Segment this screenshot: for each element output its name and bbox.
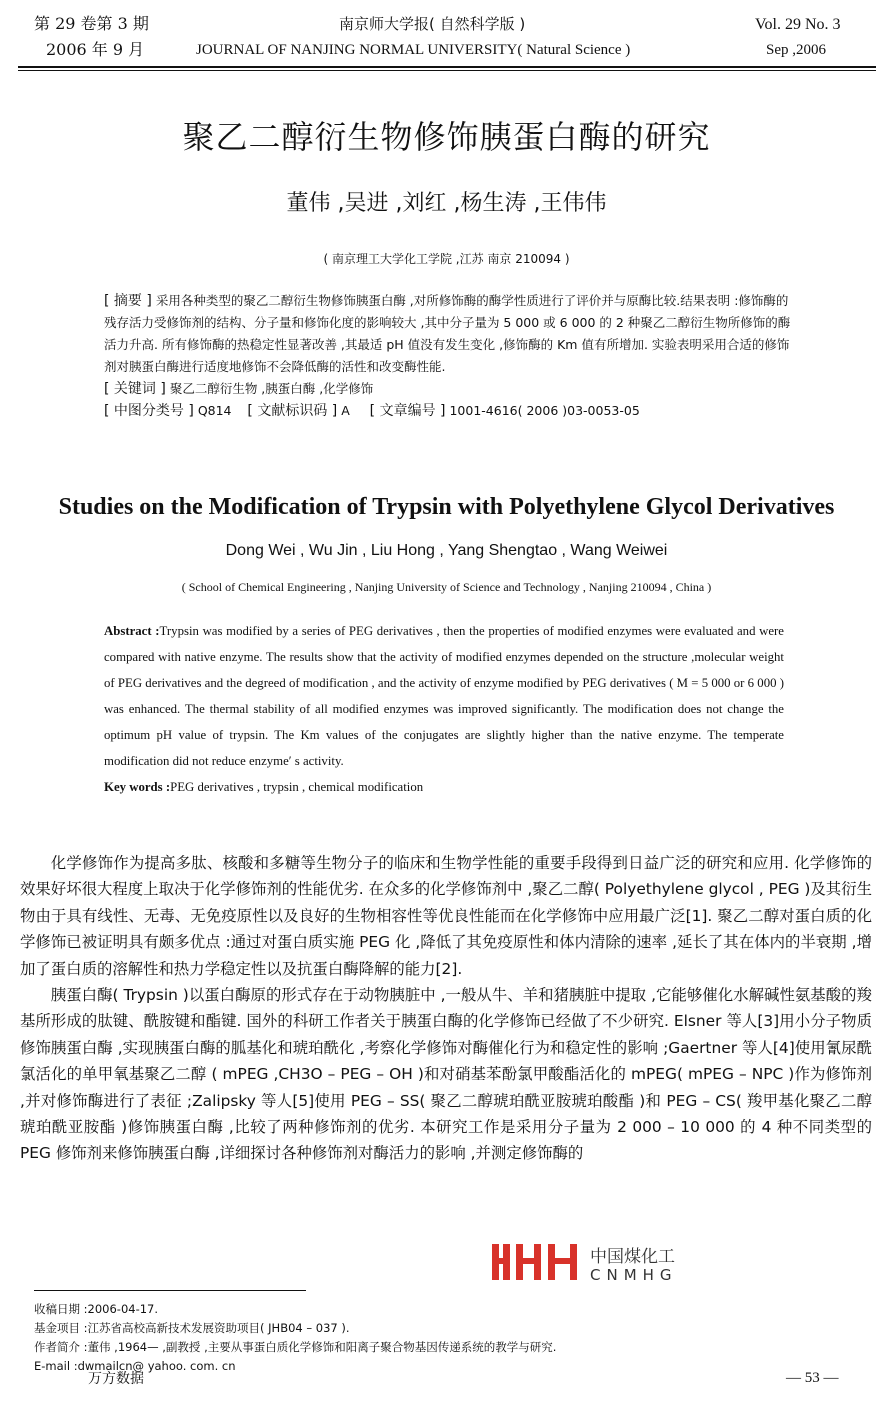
date-cn: 2006 年 9 月: [46, 40, 145, 59]
affiliation-cn: ( 南京理工大学化工学院 ,江苏 南京 210094 ): [323, 252, 570, 266]
volume-issue-cn: 第 29 卷第 3 期: [34, 14, 149, 33]
body-text: [20, 850, 872, 1167]
article-no-label: [ 文章编号 ]: [369, 403, 446, 419]
footnote-received: 收稿日期 :2006-04-17.: [34, 1302, 159, 1316]
title-cn: 聚乙二醇衍生物修饰胰蛋白酶的研究: [182, 118, 711, 156]
watermark-name-cn: 中国煤化工: [590, 1247, 675, 1267]
title-en: Studies on the Modification of Trypsin with Polyethylene Glycol Derivatives: [58, 494, 835, 520]
abstract-cn-label: [ 摘要 ]: [104, 293, 152, 309]
header-rule-thin: [18, 70, 876, 71]
footnote-rule: [34, 1290, 306, 1291]
abstract-en-body: Trypsin was modified by a series of PEG derivatives , then the properties of modified enzymes were evaluated and were compared with native enzyme. The results show that the activity of modified enzymes depended on the structure ,molecular weight of PEG derivatives and the degreed of modification , and the activity of enzyme modified by PEG derivatives ( M = 5 000 or 6 000 ) was enhanced. The thermal stability of all modified enzymes was improved significantly. The modification does not change the optimum pH value of trypsin. The Km values of the conjugates are slightly higher than the native enzyme. The temperate modification did not reduce enzyme′ s activity.: [104, 624, 784, 768]
abstract-cn-text: [104, 290, 792, 378]
watermark-logo: [490, 1244, 710, 1284]
abstract-en-label: Abstract :: [104, 624, 160, 638]
doc-code-label: [ 文献标识码 ]: [247, 403, 338, 419]
footnote-fund: 基金项目 :江苏省高校高新技术发展资助项目( JHB04 – 037 ).: [34, 1321, 350, 1335]
date-en: Sep ,2006: [766, 42, 826, 58]
abstract-cn: [104, 290, 792, 422]
authors-cn: 董伟 ,吴进 ,刘红 ,杨生涛 ,王伟伟: [286, 191, 607, 216]
authors-en: Dong Wei , Wu Jin , Liu Hong , Yang Shengtao , Wang Weiwei: [225, 542, 668, 559]
clc-value: Q814: [197, 403, 232, 418]
keywords-en: [104, 774, 784, 800]
volume-issue-en: Vol. 29 No. 3: [755, 16, 841, 33]
footnote-author: 作者简介 :董伟 ,1964— ,副教授 ,主要从事蛋白质化学修饰和阳离子聚合物基因传递系统的教学与研究.: [34, 1340, 557, 1354]
article-no-value: 1001-4616( 2006 )03-0053-05: [449, 403, 640, 418]
body-paragraph-2: 胰蛋白酶( Trypsin )以蛋白酶原的形式存在于动物胰脏中 ,一般从牛、羊和猪胰脏中提取 ,它能够催化水解碱性氨基酸的羧基所形成的肽键、酰胺键和酯键. 国外的科研工作者关于胰蛋白酶的化学修饰已经做了不少研究. Elsner 等人[3]用小分子物质修饰胰蛋白酶 ,实现胰蛋白酶的胍基化和琥珀酰化 ,考察化学修饰对酶催化行为和稳定性的影响 ;Gaertner 等人[4]使用氰尿酰氯活化的单甲氧基聚乙二醇 ( mPEG ,CH3O – PEG – OH )和对硝基苯酚氯甲酸酯活化的 mPEG( mPEG – NPC )作为修饰剂 ,并对修饰酶进行了表征 ;Zalipsky 等人[5]使用 PEG – SS( 聚乙二醇琥珀酰亚胺琥珀酸酯 )和 PEG – CS( 羧甲基化聚乙二醇琥珀酰亚胺酯 )修饰胰蛋白酶 ,比较了两种修饰剂的优劣. 本研究工作是采用分子量为 2 000 – 10 000 的 4 种不同类型的 PEG 修饰剂来修饰胰蛋白酶 ,详细探讨各种修饰剂对酶活力的影响 ,并测定修饰酶的: [20, 986, 872, 1163]
footnote-email: E-mail :dwmailcn@ yahoo. com. cn: [34, 1359, 236, 1373]
affiliation-en: ( School of Chemical Engineering , Nanjing University of Science and Technology , Nanjing 210094 , China ): [181, 580, 712, 594]
classification-cn: [104, 400, 792, 422]
keywords-cn-label: [ 关键词 ]: [104, 381, 166, 397]
clc-label: [ 中图分类号 ]: [104, 403, 194, 419]
abstract-en: [104, 618, 784, 800]
abstract-en-text: [104, 618, 784, 774]
keywords-cn: [104, 378, 792, 400]
journal-name-en: JOURNAL OF NANJING NORMAL UNIVERSITY( Natural Science ): [196, 42, 631, 58]
journal-name-cn: 南京师大学报( 自然科学版 ): [339, 15, 526, 33]
abstract-cn-body: 采用各种类型的聚乙二醇衍生物修饰胰蛋白酶 ,对所修饰酶的酶学性质进行了评价并与原酶比较.结果表明 :修饰酶的残存活力受修饰剂的结构、分子量和修饰化度的影响较大 ,其中分子量为 5 000 或 6 000 的 2 种聚乙二醇衍生物所修饰的酶活力升高. 所有修饰酶的热稳定性显著改善 ,其最适 pH 值没有发生变化 ,修饰酶的 Km 值有所增加. 实验表明采用合适的修饰剂对胰蛋白酶进行适度地修饰不会降低酶的活性和改变酶性能.: [104, 293, 791, 374]
page-number: — 53 —: [786, 1370, 839, 1386]
body-paragraph-1: 化学修饰作为提高多肽、核酸和多糖等生物分子的临床和生物学性能的重要手段得到日益广泛的研究和应用. 化学修饰的效果好坏很大程度上取决于化学修饰剂的性能优劣. 在众多的化学修饰剂中 ,聚乙二醇( Polyethylene glycol , PEG )及其衍生物由于具有线性、无毒、无免疫原性以及良好的生物相容性等优良性能而在化学修饰中应用最广泛[1]. 聚乙二醇对蛋白质的化学修饰已被证明具有颇多优点 :通过对蛋白质实施 PEG 化 ,降低了其免疫原性和体内清除的速率 ,延长了其在体内的半衰期 ,增加了蛋白质的溶解性和热力学稳定性以及抗蛋白酶降解的能力[2].: [20, 854, 872, 978]
header-rule: [18, 66, 876, 68]
keywords-en-label: Key words :: [104, 780, 171, 794]
keywords-en-value: PEG derivatives , trypsin , chemical modification: [170, 780, 424, 794]
footnotes: [34, 1300, 734, 1376]
watermark-name-en: CNMHG: [590, 1266, 678, 1284]
source-label: 万方数据: [88, 1371, 144, 1387]
keywords-cn-value: 聚乙二醇衍生物 ,胰蛋白酶 ,化学修饰: [169, 381, 374, 396]
doc-code-value: A: [341, 403, 350, 418]
